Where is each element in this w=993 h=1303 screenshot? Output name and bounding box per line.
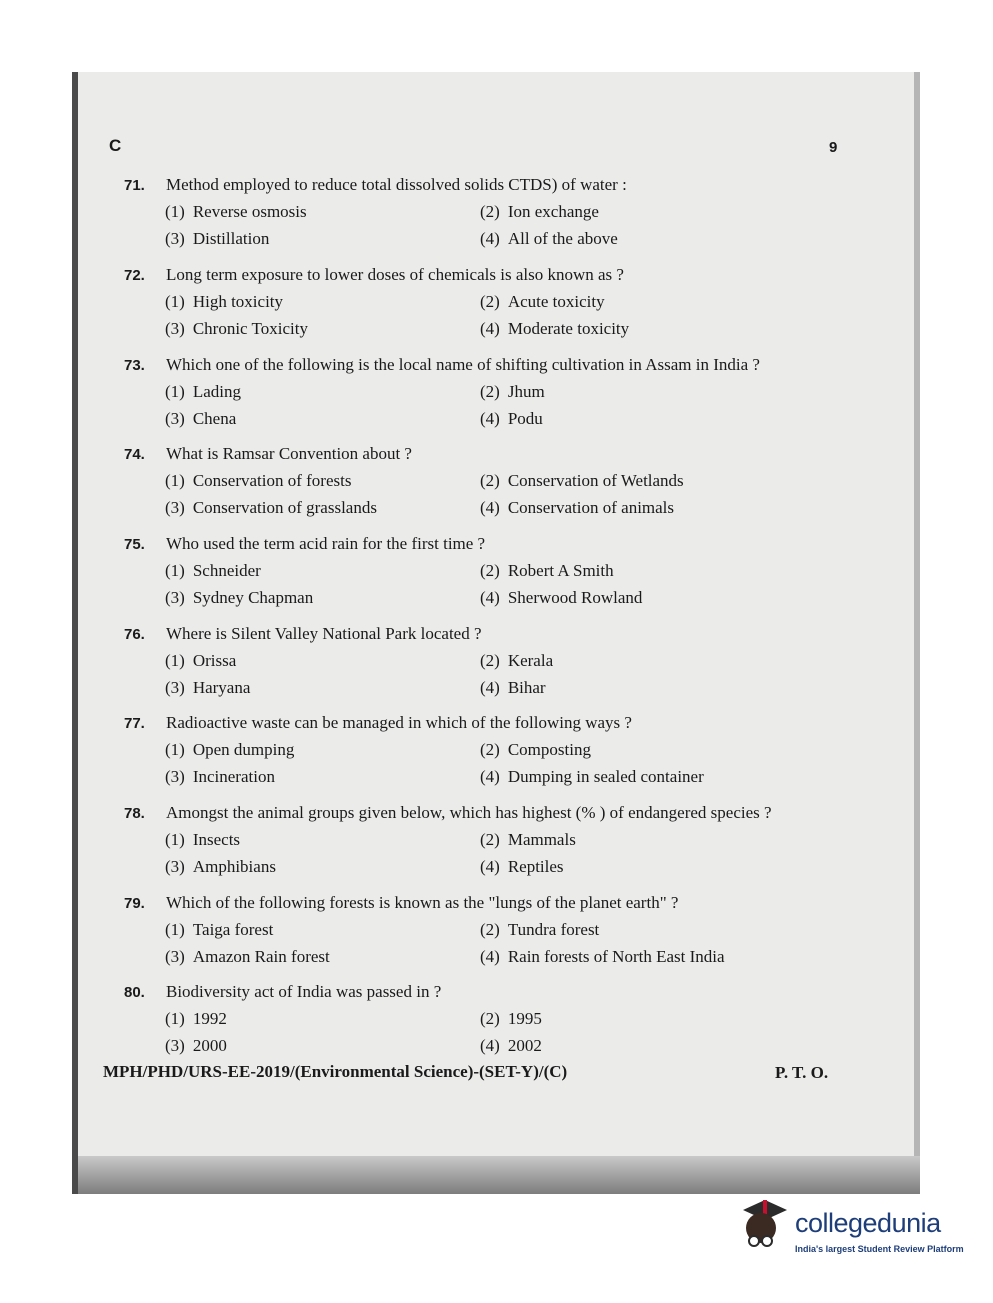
answer-option xyxy=(165,651,236,671)
option-label: (1) xyxy=(165,920,185,939)
option-text: 1992 xyxy=(192,1009,227,1028)
answer-option xyxy=(165,292,283,312)
answer-option xyxy=(480,292,605,312)
question-block xyxy=(120,713,840,797)
answer-option xyxy=(480,229,618,249)
answer-option xyxy=(480,857,564,877)
option-label: (1) xyxy=(165,651,185,670)
option-label: (2) xyxy=(480,471,500,490)
option-label: (3) xyxy=(165,409,185,428)
question-block xyxy=(120,265,840,349)
question-number: 76. xyxy=(124,626,145,643)
option-text: Mammals xyxy=(507,830,576,849)
page-number: 9 xyxy=(829,139,838,156)
option-label: (1) xyxy=(165,561,185,580)
option-text: Amazon Rain forest xyxy=(192,947,330,966)
question-text: Method employed to reduce total dissolved solids CTDS) of water : xyxy=(166,175,627,194)
answer-option xyxy=(165,319,308,339)
mascot-icon xyxy=(735,1196,791,1256)
option-text: Composting xyxy=(507,740,591,759)
option-text: 2000 xyxy=(192,1036,227,1055)
option-label: (3) xyxy=(165,678,185,697)
question-block xyxy=(120,982,840,1066)
option-text: Sherwood Rowland xyxy=(507,588,643,607)
question-block xyxy=(120,355,840,439)
option-text: Insects xyxy=(192,830,241,849)
answer-option xyxy=(165,588,313,608)
answer-option xyxy=(480,767,704,787)
option-label: (3) xyxy=(165,857,185,876)
answer-option xyxy=(165,409,236,429)
question-block xyxy=(120,444,840,528)
option-text: Conservation of Wetlands xyxy=(507,471,684,490)
question-number: 74. xyxy=(124,446,145,463)
option-label: (3) xyxy=(165,319,185,338)
answer-option xyxy=(480,651,553,671)
answer-option xyxy=(480,588,642,608)
question-text: Radioactive waste can be managed in which of the following ways ? xyxy=(166,713,632,732)
option-label: (1) xyxy=(165,382,185,401)
option-label: (4) xyxy=(480,319,500,338)
answer-option xyxy=(480,830,576,850)
answer-option xyxy=(480,319,629,339)
question-block xyxy=(120,534,840,618)
option-label: (3) xyxy=(165,229,185,248)
option-text: Taiga forest xyxy=(192,920,274,939)
answer-option xyxy=(165,740,294,760)
option-label: (2) xyxy=(480,920,500,939)
option-text: Open dumping xyxy=(192,740,295,759)
option-label: (4) xyxy=(480,1036,500,1055)
option-text: Podu xyxy=(507,409,543,428)
answer-option xyxy=(480,561,614,581)
answer-option xyxy=(480,1036,542,1056)
option-label: (4) xyxy=(480,767,500,786)
option-label: (4) xyxy=(480,947,500,966)
question-block xyxy=(120,893,840,977)
option-text: Moderate toxicity xyxy=(507,319,630,338)
option-label: (3) xyxy=(165,588,185,607)
option-text: Conservation of animals xyxy=(507,498,675,517)
option-label: (3) xyxy=(165,1036,185,1055)
answer-option xyxy=(165,229,269,249)
question-block xyxy=(120,624,840,708)
answer-option xyxy=(165,767,275,787)
answer-option xyxy=(480,202,599,222)
answer-option xyxy=(480,498,674,518)
question-number: 79. xyxy=(124,895,145,912)
question-text: Which of the following forests is known as the "lungs of the planet earth" ? xyxy=(166,893,679,912)
answer-option xyxy=(165,678,250,698)
option-label: (4) xyxy=(480,498,500,517)
option-label: (4) xyxy=(480,588,500,607)
answer-option xyxy=(165,202,307,222)
option-label: (1) xyxy=(165,471,185,490)
question-number: 72. xyxy=(124,267,145,284)
answer-option xyxy=(165,830,240,850)
set-letter: C xyxy=(109,136,122,155)
option-text: Tundra forest xyxy=(507,920,600,939)
answer-option xyxy=(480,947,725,967)
exam-code: MPH/PHD/URS-EE-2019/(Environmental Science)-(SET-Y)/(C) xyxy=(103,1062,568,1081)
option-label: (4) xyxy=(480,857,500,876)
option-text: Chena xyxy=(192,409,237,428)
question-text: Biodiversity act of India was passed in ? xyxy=(166,982,442,1001)
option-text: High toxicity xyxy=(192,292,284,311)
answer-option xyxy=(480,740,591,760)
answer-option xyxy=(165,920,273,940)
option-text: Amphibians xyxy=(192,857,276,876)
answer-option xyxy=(480,382,545,402)
answer-option xyxy=(480,409,543,429)
option-label: (2) xyxy=(480,740,500,759)
option-text: All of the above xyxy=(507,229,618,248)
option-label: (4) xyxy=(480,678,500,697)
option-text: Bihar xyxy=(507,678,546,697)
option-text: Sydney Chapman xyxy=(192,588,314,607)
answer-option xyxy=(165,1036,227,1056)
option-label: (2) xyxy=(480,382,500,401)
question-number: 78. xyxy=(124,805,145,822)
question-number: 75. xyxy=(124,536,145,553)
option-text: Acute toxicity xyxy=(507,292,605,311)
answer-option xyxy=(480,471,684,491)
question-text: Which one of the following is the local name of shifting cultivation in Assam in India ? xyxy=(166,355,760,374)
option-label: (2) xyxy=(480,651,500,670)
question-text: Where is Silent Valley National Park located ? xyxy=(166,624,482,643)
option-label: (3) xyxy=(165,498,185,517)
answer-option xyxy=(165,498,377,518)
option-label: (4) xyxy=(480,229,500,248)
option-text: Jhum xyxy=(507,382,545,401)
answer-option xyxy=(480,1009,542,1029)
option-label: (1) xyxy=(165,202,185,221)
option-text: Distillation xyxy=(192,229,270,248)
answer-option xyxy=(165,857,276,877)
option-text: Orissa xyxy=(192,651,237,670)
option-text: Dumping in sealed container xyxy=(507,767,704,786)
answer-option xyxy=(480,678,546,698)
question-number: 77. xyxy=(124,715,145,732)
option-label: (1) xyxy=(165,292,185,311)
question-text: What is Ramsar Convention about ? xyxy=(166,444,412,463)
option-label: (2) xyxy=(480,292,500,311)
option-label: (2) xyxy=(480,830,500,849)
option-label: (2) xyxy=(480,561,500,580)
option-text: Incineration xyxy=(192,767,275,786)
collegedunia-logo[interactable] xyxy=(735,1196,965,1266)
option-text: Haryana xyxy=(192,678,251,697)
option-label: (4) xyxy=(480,409,500,428)
question-text: Amongst the animal groups given below, which has highest (% ) of endangered species ? xyxy=(166,803,772,822)
question-number: 71. xyxy=(124,177,145,194)
option-text: Chronic Toxicity xyxy=(192,319,308,338)
option-text: Conservation of grasslands xyxy=(192,498,377,517)
question-number: 80. xyxy=(124,984,145,1001)
option-text: Lading xyxy=(192,382,241,401)
brand-tagline: India's largest Student Review Platform xyxy=(795,1244,964,1254)
option-text: Robert A Smith xyxy=(507,561,614,580)
option-text: Kerala xyxy=(507,651,554,670)
question-text: Who used the term acid rain for the first time ? xyxy=(166,534,486,553)
option-label: (1) xyxy=(165,740,185,759)
question-block xyxy=(120,803,840,887)
answer-option xyxy=(165,382,241,402)
option-text: Reverse osmosis xyxy=(192,202,307,221)
question-number: 73. xyxy=(124,357,145,374)
option-text: 1995 xyxy=(507,1009,542,1028)
answer-option xyxy=(480,920,599,940)
question-block xyxy=(120,175,840,259)
option-label: (1) xyxy=(165,830,185,849)
option-text: 2002 xyxy=(507,1036,542,1055)
option-label: (1) xyxy=(165,1009,185,1028)
option-label: (3) xyxy=(165,767,185,786)
option-text: Reptiles xyxy=(507,857,564,876)
question-text: Long term exposure to lower doses of chemicals is also known as ? xyxy=(166,265,624,284)
answer-option xyxy=(165,471,351,491)
option-label: (3) xyxy=(165,947,185,966)
option-text: Ion exchange xyxy=(507,202,599,221)
answer-option xyxy=(165,947,330,967)
option-text: Rain forests of North East India xyxy=(507,947,725,966)
pto-label: P. T. O. xyxy=(775,1063,829,1082)
answer-option xyxy=(165,1009,227,1029)
option-label: (2) xyxy=(480,1009,500,1028)
answer-option xyxy=(165,561,261,581)
brand-name: collegedunia xyxy=(795,1208,941,1238)
option-label: (2) xyxy=(480,202,500,221)
option-text: Schneider xyxy=(192,561,261,580)
option-text: Conservation of forests xyxy=(192,471,352,490)
